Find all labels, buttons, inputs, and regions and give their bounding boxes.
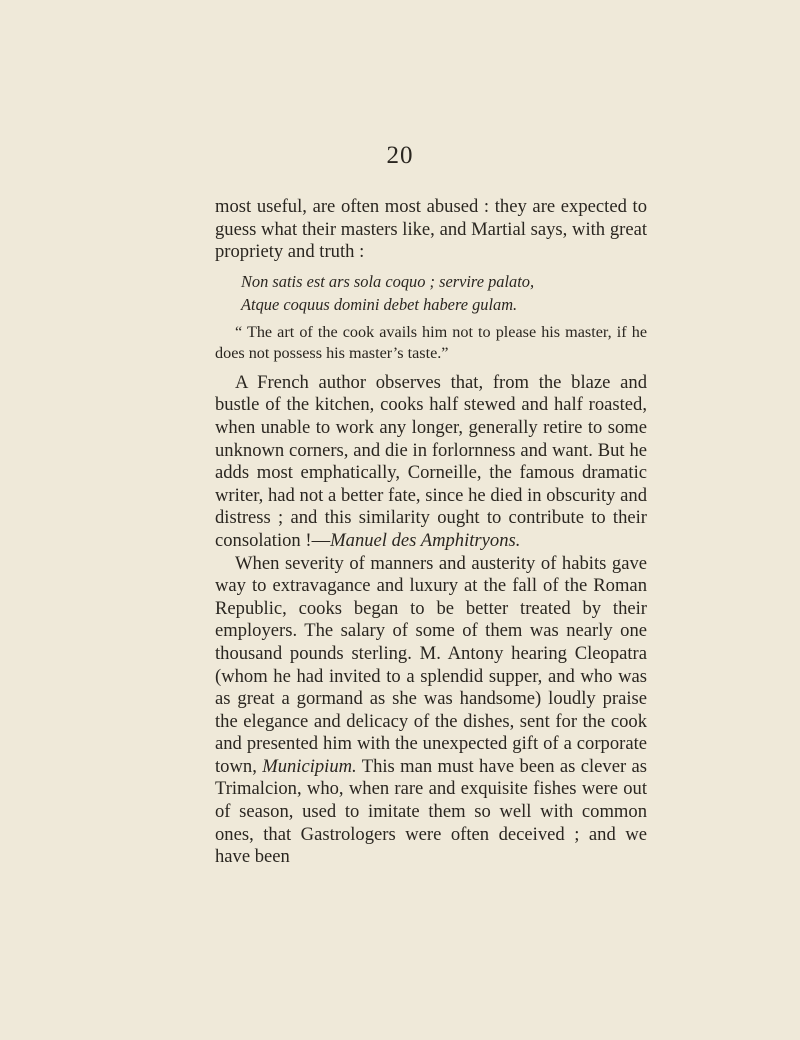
body-text	[215, 196, 647, 869]
paragraph-3	[215, 553, 647, 869]
paragraph-3-rest: This man must have been as clever as Trimalcion, who, when rare and exquisite fishes were out of season, used to imitate them so well with common ones, that Gastrologers were often deceived ; and we have been	[215, 755, 648, 868]
verse-line-1: Non satis est ars sola coquo ; servire palato,	[241, 271, 535, 291]
page-number: 20	[386, 142, 414, 169]
paragraph-1: most useful, are often most abused : they are expected to guess what their masters like, and Martial says, with great propriety and truth :	[215, 196, 647, 263]
paragraph-2	[215, 372, 647, 553]
paragraph-3-text: When severity of manners and austerity of habits gave way to extravagance and luxury at the fall of the Roman Republic, cooks began to be better treated by their employers. The salary of some of them was nearly one thousand pounds sterling. M. Antony hearing Cleopatra (whom he had invited to a splendid supper, and who was as great a gormand as she was handsome) loudly praise the elegance and delicacy of the dishes, sent for the cook and presented him with the unexpected gift of a corporate town,	[215, 552, 647, 777]
municipium-term: Municipium.	[262, 755, 357, 777]
verse-line-2: Atque coquus domini debet habere gulam.	[241, 294, 518, 314]
translation-quote: “ The art of the cook avails him not to please his master, if he does not possess his master’s taste.”	[215, 322, 647, 362]
paragraph-2-text: A French author observes that, from the blaze and bustle of the kitchen, cooks half stewed and half roasted, when unable to work any longer, generally retire to some unknown corners, and die in forlornness and want. But he adds most emphatically, Corneille, the famous dramatic writer, had not a better fate, since he died in obscurity and distress ; and this similarity ought to contribute to their consolation !—	[215, 371, 647, 551]
citation: Manuel des Amphitryons.	[330, 529, 521, 551]
latin-verse	[241, 270, 647, 316]
